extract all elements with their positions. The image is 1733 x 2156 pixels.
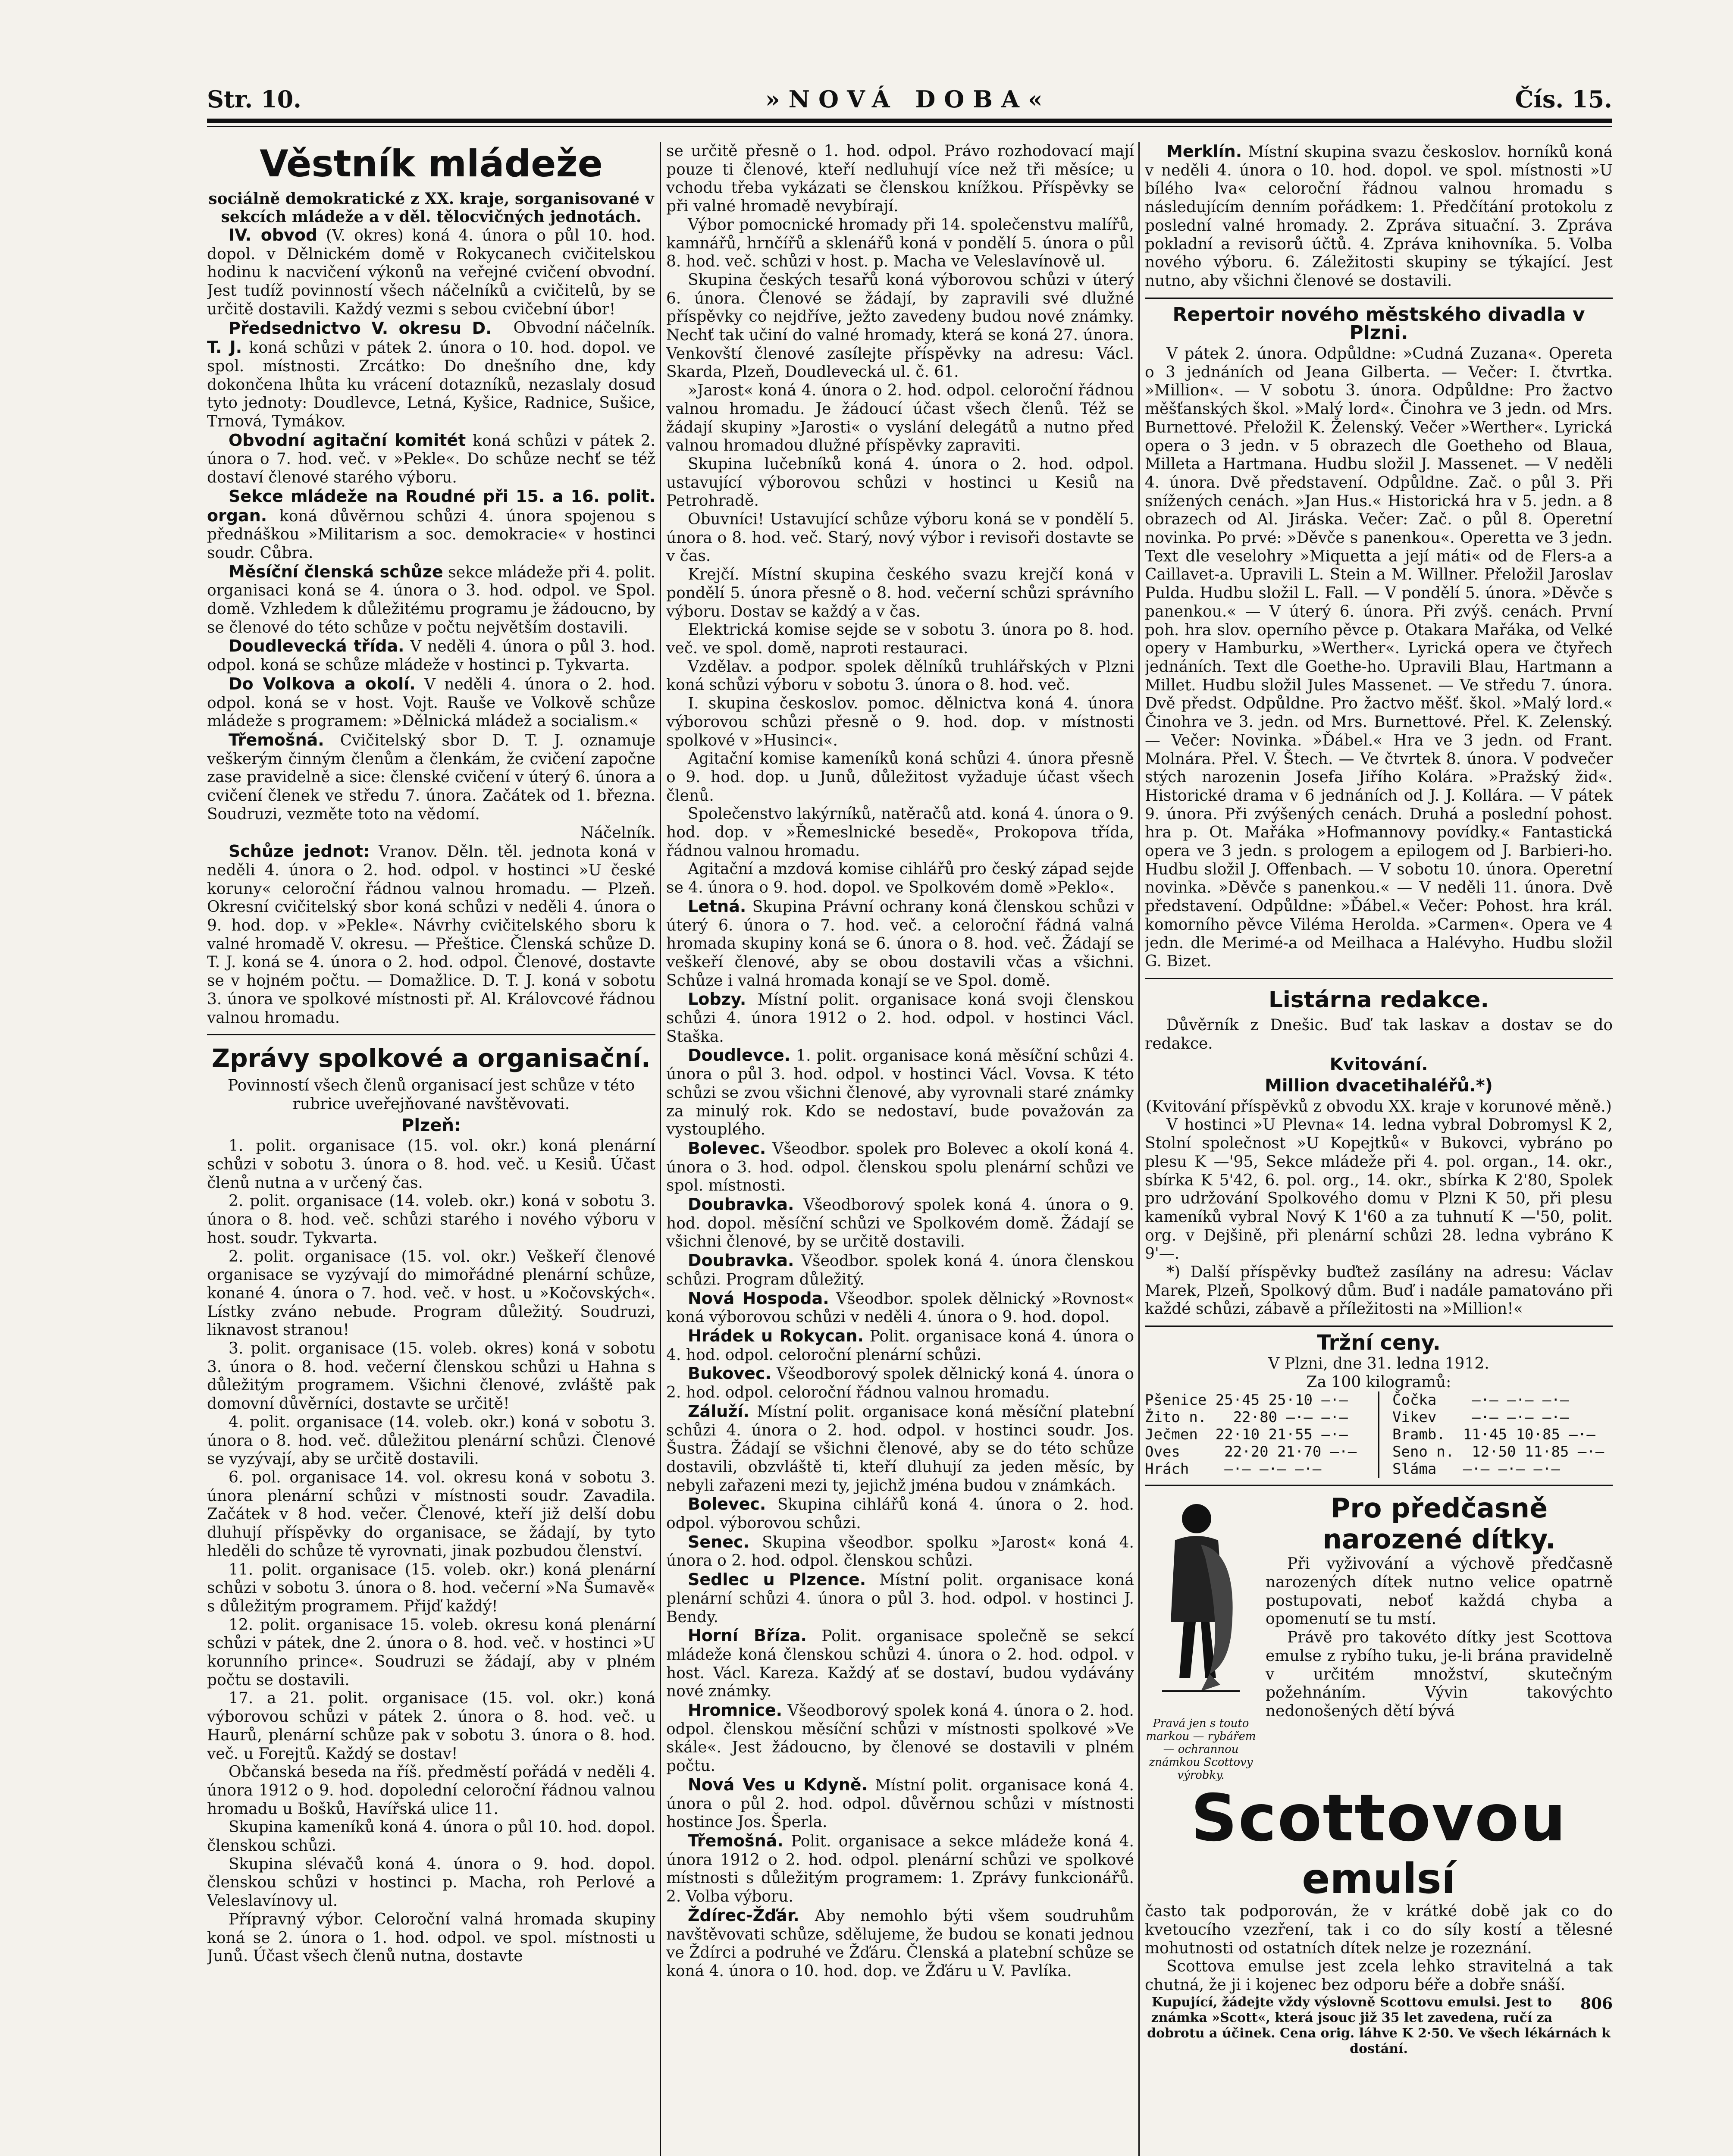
notice: 6. pol. organisace 14. vol. okresu koná v sobotu 3. února plenární schůzi v místnosti soudr. Zavadila. Začátek v 8 hod. večer. Členové, kteří již delší dobu dluhují příspěvky do organisace, se žádají, by tyto hleděli do schůze tě vyrovnati, jinak pozbudou členství. [207, 1469, 655, 1560]
notice: Obvodní agitační komitét koná schůzi v pátek 2. února o 7. hod. več. v »Pekle«. Do schůze nechť se též dostaví členové starého výboru. [207, 430, 655, 487]
fisherman-trademark [1145, 1493, 1257, 1782]
section-title-vestnik: Věstník mládeže [260, 142, 603, 185]
price-row: Pšenice 25·45 25·10 —·— [1145, 1391, 1348, 1409]
notice: Skupina kameníků koná 4. února o půl 10. hod. dopol. členskou schůzi. [207, 1818, 655, 1855]
notice: Letná. Skupina Právní ochrany koná členskou schůzi v úterý 6. února o 7. hod. več. a celoroční řádná valná hromada skupiny koná se 6. února o 8. hod. več. Žádají se veškeří členové, aby se obou dostavili včas a všichni. Schůze i valná hromada konají se ve Spol. domě. [666, 896, 1134, 990]
notice: 2. polit. organisace (15. vol. okr.) Veškeří členové organisace se vyzývají do mimořádné plenární schůze, konané 4. února o 7. hod. več. v host. u »Kočovských«. Lístky zváno nebude. Program důležitý. Soudruzi, liknavost stranou! [207, 1247, 655, 1339]
market-price-table [1145, 1391, 1613, 1478]
newspaper-title: »NOVÁ DOBA« [765, 85, 1051, 113]
market-date: V Plzni, dne 31. ledna 1912. [1268, 1354, 1489, 1373]
section-title-listarna: Listárna redakce. [1268, 987, 1489, 1013]
notice: Schůze jednot: Vranov. Děln. těl. jednota koná v neděli 4. února o 2. hod. odpol. v hostinci »U české koruny« celoroční řádnou valnou hromadu. — Plzeň. Okresní cvičitelský sbor koná schůzi v neděli 4. února o 9. hod. dop. v »Pekle«. Návrhy cvičitelského sboru k valné hromadě V. okresu. — Přeštice. Členská schůze D. T. J. koná se 4. února o 2. hod. odpol. Členové, dostavte se v hojném počtu. — Domažlice. D. T. J. koná v sobotu 3. února ve spolkové místnosti př. Al. Královcové řádnou valnou hromadu. [207, 842, 655, 1027]
ad-brand: Scottovou [1191, 1781, 1567, 1856]
notice: 4. polit. organisace (14. voleb. okr.) koná v sobotu 3. února o 8. hod. več. důležitou plenární schůzi. Členové se vyzývají, aby se určitě dostavili. [207, 1413, 655, 1468]
notice: Skupina českých tesařů koná výborovou schůzi v úterý 6. února. Členové se žádají, by zapravili své dlužné příspěvky co nejdříve, ježto zavedeny budou nové známky. Nechť tak učiní do valné hromady, která se koná 27. února. Venkovští členové zasílejte příspěvky na adresu: Václ. Skarda, Plzeň, Doudlevecká ul. č. 61. [666, 271, 1134, 381]
notice: Hromnice. Všeodborový spolek koná 4. února o 2. hod. odpol. členskou měsíční schůzi v místnosti spolkové »Ve skále«. Jest žádoucno, by členové se dostavili v plném počtu. [666, 1701, 1134, 1775]
ad-text: Při vyživování a výchově předčasně narozených dítek nutno velice opatrně postupovati, neboť každá chyba a opomenutí se tu mstí. [1266, 1555, 1613, 1628]
notice: Třemošná. Cvičitelský sbor D. T. J. oznamuje veškerým činným členům a členkám, že cvičení započne zase pravidelně a sice: členské cvičení v úterý 6. února a cvičení členek ve středu 7. února. Začátek od 1. března. Soudruzi, vezměte toto na vědomí. [207, 730, 655, 823]
column-1 [207, 142, 655, 2156]
notice: Krejčí. Místní skupina českého svazu krejčí koná v pondělí 5. února přesně o 8. hod. večerní schůzi správního výboru. Dostav se každý a v čas. [666, 566, 1134, 620]
notice: Společenstvo lakýrníků, natěračů atd. koná 4. února o 9. hod. dop. v »Řemeslnické besedě«, Prokopova třída, řádnou valnou hromadu. [666, 805, 1134, 860]
section-subtitle: Povinností všech členů organisací jest schůze v této rubrice uveřejňované navštěvovati. [227, 1077, 635, 1113]
page-number: Str. 10. [207, 85, 301, 113]
price-column-left [1145, 1391, 1365, 1478]
notice: 11. polit. organisace (15. voleb. okr.) koná plenární schůzi v sobotu 3. února o 8. hod. večerní »Na Šumavě« s důležitým programem. Přijď každý! [207, 1561, 655, 1615]
notice: Horní Bříza. Polit. organisace společně se sekcí mládeže koná členskou schůzi 4. února o 2. hod. odpol. v host. Václ. Kareza. Každý ať se dostaví, budou vydávány nové známky. [666, 1626, 1134, 1701]
column-2 [666, 142, 1134, 2156]
ad-text: Scottova emulse jest zcela lehko stravitelná a tak chutná, že ji i kojenec bez odporu béře a dobře snáší. 806 [1145, 1958, 1613, 2013]
notice: Přípravný výbor. Celoroční valná hromada skupiny koná se 2. února o 1. hod. odpol. ve spol. místnosti u Junů. Účast všech členů nutna, dostavte [207, 1910, 655, 1965]
section-separator [207, 1034, 655, 1035]
theatre-programme: V pátek 2. února. Odpůldne: »Cudná Zuzana«. Opereta o 3 jednáních od Jeana Gilberta. — Večer: I. čtvrtka. »Million«. — V sobotu 3. února. Odpůldne: Pro žactvo měšťanských škol. »Malý lord«. Činohra ve 3 jedn. od Mrs. Burnettové. Přeložil K. Želenský. Večer »Werther«. Lyrická opera o 3 jedn. v 5 obrazech dle Goetheho od Blaua, Milleta a Hartmana. Hudbu složil J. Massenet. — V neděli 4. února. Dvě představení. Odpůldne. Zač. o půl 3. Při snížených cenách. »Jan Hus.« Historická hra v 5. jedn. a 8 obrazech od Al. Jiráska. Večer: Zač. o půl 8. Operetní novinka. Po prvé: »Děvče s panenkou«. Operetta ve 3 jedn. Text dle veselohry »Miquetta a její máti« od de Flers-a a Caillavet-a. Upravili L. Stein a M. Willner. Přeložil Jaroslav Pulda. Hudbu složil L. Fall. — V pondělí 5. února. »Děvče s panenkou.« — V úterý 6. února. Při zvýš. cenách. První poh. hra slov. operního pěvce p. Otakara Mařáka, od Velké opery v Hamburku, »Werther«. Lyrická opera ve čtyřech jednáních. Text dle Goethe-ho. Upravili Blau, Hartmann a Millet. Hudbu složil Jules Massenet. — Ve středu 7. února. Dvě předst. Odpůldne. Pro žactvo měšť. škol. »Malý lord.« Činohra ve 3. jedn. od Mrs. Burnettové. Přel. K. Zelenský. — Večer: Novinka. »Ďábel.« Hra ve 3 jedn. od Frant. Molnára. Přel. V. Štech. — Ve čtvrtek 8. února. V podvečer stých narozenin Josefa Jiřího Kolára. »Pražský žid«. Historické drama v 6 jednáních od J. J. Kollára. — V pátek 9. února. Při zvýšených cenách. Druhá a poslední pohost. hra p. Ot. Mařáka »Hofmannovy povídky.« Fantastická opera ve 3 jedn. s prologem a epilogem od J. Barbieri-ho. Hudbu složil J. Offenbach. — V sobotu 10. února. Operetní novinka. »Děvče s panenkou.« — V neděli 11. února. Dvě představení. Odpůldne: »Ďábel.« Večer: Pohost. hra král. komorního pěvce Viléma Herolda. »Carmen«. Opera ve 4 jedn. dle Merimé-a od Meilhaca a Halévyho. Hudbu složil G. Bizet. [1145, 345, 1613, 971]
ad-title: Pro předčasně narozené dítky. [1322, 1492, 1556, 1555]
notice: Sekce mládeže na Roudné při 15. a 16. polit. organ. koná důvěrnou schůzi 4. února spojenou s přednáškou »Militarism a soc. demokracie« v hostinci soudr. Cůbra. [207, 486, 655, 562]
ad-intro [1266, 1493, 1613, 1782]
issue-number: Čís. 15. [1515, 85, 1612, 113]
notice: Vzdělav. a podpor. spolek dělníků truhlářských v Plzni koná schůzi výboru v sobotu 3. února o 8. hod. več. [666, 658, 1134, 694]
notice-signature: Náčelník. [580, 824, 655, 842]
notice: Sedlec u Plzence. Místní polit. organisace koná plenární schůzi 4. února o půl 3. hod. odpol. v hostinci J. Bendy. [666, 1570, 1134, 1626]
notice: Doudlevce. 1. polit. organisace koná měsíční schůzi 4. února o půl 3. hod. odpol. v hostinci Václ. Vovsa. K této schůzi se zvou všichni členové, aby vyrovnali staré známky za minulý rok. Kdo se nedostaví, bude považován za vystouplého. [666, 1046, 1134, 1139]
notice: Předsednictvo V. okresu D. T. J. koná schůzi v pátek 2. února o 10. hod. dopol. ve spol. místnosti. Zrcátko: Do dnešního dne, kdy dokončena lhůta ku vrácení dotazníků, nezaslaly dosud tyto jednoty: Doudlevce, Letná, Kyšice, Radnice, Sušice, Trnová, Tymákov. [207, 318, 655, 431]
notice: Obuvníci! Ustavující schůze výboru koná se v pondělí 5. února o 8. hod. več. Starý, nový výbor i revisoři dostavte se v čas. [666, 511, 1134, 565]
notice: se určitě přesně o 1. hod. odpol. Právo rozhodovací mají pouze ti členové, kteří nedluhují více než tři měsíce; u vchodu třeba vykázati se členskou knížkou. Příspěvky se při valné hromadě nevybírají. [666, 142, 1134, 216]
notice: 2. polit. organisace (14. voleb. okr.) koná v sobotu 3. února o 8. hod. več. schůzi starého i nového výboru v host. soudr. Tykvarta. [207, 1192, 655, 1247]
fisherman-icon [1145, 1493, 1257, 1717]
running-head [207, 80, 1612, 119]
section-separator [1145, 1326, 1613, 1327]
notice: Bolevec. Všeodbor. spolek pro Bolevec a okolí koná 4. února o 3. hod. odpol. členskou spolu plenární schůzi ve spol. místnosti. [666, 1138, 1134, 1195]
section-separator [1145, 298, 1613, 299]
column-3 [1145, 142, 1613, 2156]
price-divider [1378, 1391, 1379, 1478]
section-separator [1145, 978, 1613, 979]
trademark-caption: Pravá jen s touto markou — rybářem — ochrannou známkou Scottovy výrobky. [1146, 1717, 1256, 1782]
city-heading: Plzeň: [401, 1115, 461, 1135]
price-row: Žito n. 22·80 —·— —·— [1145, 1409, 1348, 1426]
notice: Agitační komise kameníků koná schůzi 4. února přesně o 9. hod. dop. u Junů, důležitost vyžaduje účast všech členů. [666, 750, 1134, 805]
section-title-zpravy: Zprávy spolkové a organisační. [212, 1044, 651, 1073]
notice: Do Volkova a okolí. V neděli 4. února o 2. hod. odpol. koná se v host. Vojt. Rauše ve Volkově schůze mládeže s programem: »Dělnická mládež a socialism.« [207, 674, 655, 730]
notice: Měsíční členská schůze sekce mládeže při 4. polit. organisaci koná se 4. února o 3. hod. odpol. ve Spol. domě. Vzhledem k důležitému programu je žádoucno, by se členové do této schůze v počtu největším dostavili. [207, 562, 655, 636]
notice: 12. polit. organisace 15. voleb. okresu koná plenární schůzi v pátek, dne 2. února o 8. hod. več. v hostinci »U korunního prince«. Soudruzi se žádají, aby v plném počtu se dostavili. [207, 1616, 655, 1689]
notice: Skupina lučebníků koná 4. února o 2. hod. odpol. ustavující výborovou schůzi v hostinci u Kesiů na Petrohradě. [666, 455, 1134, 510]
section-note: (Kvitování příspěvků z obvodu XX. kraje v korunové měně.) [1146, 1097, 1612, 1116]
notice: Záluží. Místní polit. organisace koná měsíční platební schůzi 4. února o 2. hod. odpol. v hostinci soudr. Jos. Šustra. Žádají se všichni členové, aby se do této schůze dostavili, obzvláště ti, kteří dluhují za jeden měsíc, by nebyli zařazeni mezi ty, jejichž jména budou v známkách. [666, 1401, 1134, 1495]
notice: Nová Hospoda. Všeodbor. spolek dělnický »Rovnost« koná výborovou schůzi v neděli 4. února o 9. hod. dopol. [666, 1288, 1134, 1326]
ad-text: Právě pro takovéto dítky jest Scottova emulse z rybího tuku, je-li brána pravidelně v určitém množství, skutečným požehnáním. Vývin takovýchto nedonošených dětí bývá [1266, 1629, 1613, 1720]
notice: 1. polit. organisace (15. vol. okr.) koná plenární schůzi v sobotu 3. února o 8. hod. več. u Kesiů. Účast členů nutna a v určený čas. [207, 1137, 655, 1192]
section-separator [1145, 1485, 1613, 1486]
price-row: Bramb. 11·45 10·85 —·— [1392, 1426, 1595, 1444]
notice: IV. obvod (V. okres) koná 4. února o půl 10. hod. dopol. v Dělnickém domě v Rokycanech cvičitelskou hodinu k nacvičení výkonů na veřejné cvičení obvodní. Jest tudíž povinností všech náčelníků a cvičitelů, by se určitě dostavili. Každý vezmi s sebou cvičební úbor! Obvodní náčelník. [207, 226, 655, 337]
head-rule [207, 119, 1612, 123]
notice: 3. polit. organisace (15. voleb. okres) koná v sobotu 3. února o 8. hod. večerní členskou schůzi u Hahna s důležitým programem. Všichni členové, zvláště pak domovní důvěrníci, dostavte se určitě! [207, 1340, 655, 1413]
ad-brand-sub: emulsí [1302, 1855, 1456, 1903]
section-subtitle: Million dvacetihaléřů.*) [1265, 1076, 1493, 1096]
notice: Třemošná. Polit. organisace a sekce mládeže koná 4. února 1912 o 2. hod. odpol. plenární schůzi ve spolkové místnosti s důležitým programem: 1. Zprávy funkcionářů. 2. Volba výboru. [666, 1831, 1134, 1906]
notice: Lobzy. Místní polit. organisace koná svoji členskou schůzi 4. února 1912 o 2. hod. odpol. v hostinci Václ. Staška. [666, 990, 1134, 1046]
notice: Ždírec-Žďár. Aby nemohlo býti všem soudruhům navštěvovati schůze, sdělujeme, že budou se konati jednou ve Ždírci a podruhé ve Žďáru. Členská a platební schůze se koná 4. února o 10. hod. dop. ve Žďáru u V. Pavlíka. [666, 1905, 1134, 1980]
notice: Bukovec. Všeodborový spolek dělnický koná 4. února o 2. hod. odpol. celoroční řádnou valnou hromadu. [666, 1364, 1134, 1402]
notice: Skupina slévačů koná 4. února o 9. hod. dopol. členskou schůzi v hostinci p. Macha, roh Perlové a Veleslavínovy ul. [207, 1855, 655, 1910]
section-title-trzni-ceny: Tržní ceny. [1317, 1331, 1441, 1355]
scott-advertisement [1145, 1493, 1613, 1782]
section-title-repertoir: Repertoir nového městského divadla v Plzni. [1172, 303, 1585, 344]
ad-text: často tak podporován, že v krátké době jak co do kvetoucího vzezření, tak i co do síly kostí a tělesné mohutnosti od ostatních dítek nelze je rozeznání. [1145, 1902, 1613, 1957]
notice: Doudlevecká třída. V neděli 4. února o půl 3. hod. odpol. koná se schůze mládeže v hostinci p. Tykvarta. [207, 636, 655, 674]
notice: Nová Ves u Kdyně. Místní polit. organisace koná 4. února o půl 2. hod. odpol. důvěrnou schůzi v místnosti hostince Jos. Šperla. [666, 1775, 1134, 1831]
footnote: *) Další příspěvky buďtež zasílány na adresu: Václav Marek, Plzeň, Spolkový dům. Buď i nadále pamatováno při každé schůzi, zábavě a příležitosti na »Million!« [1145, 1263, 1613, 1318]
notice: Merklín. Místní skupina svazu českoslov. horníků koná v neděli 4. února o 10. hod. dopol. ve spol. místnosti »U bílého lva« celoroční řádnou valnou hromadu s následujícím denním pořádkem: 1. Předčítání protokolu z poslední valné hromady. 2. Zpráva situační. 3. Zpráva pokladní a revisorů účtů. 4. Zpráva knihovníka. 5. Volba nového výboru. 6. Záležitosti skupiny se týkající. Jest nutno, aby všichni členové se dostavili. [1145, 142, 1613, 290]
notice: Elektrická komise sejde se v sobotu 3. února po 8. hod. več. ve spol. domě, naproti restauraci. [666, 621, 1134, 657]
notice: Doubravka. Všeodbor. spolek koná 4. února členskou schůzi. Program důležitý. [666, 1251, 1134, 1288]
price-column-right [1392, 1391, 1613, 1478]
notice: Agitační a mzdová komise cihlářů pro český západ sejde se 4. února o 9. hod. dopol. ve Spolkovém domě »Peklo«. [666, 860, 1134, 897]
head-rule-thin [207, 126, 1612, 127]
price-row: Ječmen 22·10 21·55 —·— [1145, 1426, 1348, 1444]
price-row: Sláma —·— —·— —·— [1392, 1460, 1560, 1478]
section-title-kvitovani: Kvitování. [1329, 1055, 1428, 1075]
price-row: Vikev —·— —·— —·— [1392, 1409, 1569, 1426]
donation-list: V hostinci »U Plevna« 14. ledna vybral Dobromysl K 2, Stolní společnost »U Kopejtků« v Bukovci, vybráno po plesu K —'95, Sekce mládeže při 4. pol. organ., 14. okr., sbírka K 5'42, 6. pol. org., 14. okr., sbírka K 2'80, Spolek pro udržování Spolkového domu v Plzni K 50, při plesu kameníků vybral Nový K 1'60 a za tuhnutí K —'50, polit. org. v Dejšině, při plenární schůzi 28. ledna vybráno K 9'—. [1145, 1116, 1613, 1263]
notice: Senec. Skupina všeodbor. spolku »Jarost« koná 4. února o 2. hod. odpol. členskou schůzi. [666, 1532, 1134, 1570]
price-row: Čočka —·— —·— —·— [1392, 1391, 1569, 1409]
notice: Hrádek u Rokycan. Polit. organisace koná 4. února o 4. hod. odpol. celoroční plenární schůzi. [666, 1326, 1134, 1364]
notice: 17. a 21. polit. organisace (15. vol. okr.) koná výborovou schůzi v pátek 2. února o 8. hod. več. u Haurů, plenární schůze pak v sobotu 3. února o 8. hod. več. u Forejtů. Každý se dostav! [207, 1689, 655, 1763]
ad-fine-print: Kupující, žádejte vždy výslovně Scottovu emulsi. Jest to známka »Scott«, která jsouc již 35 let zavedena, ručí za dobrotu a účinek. Cena orig. láhve K 2·50. Ve všech lékárnách k dostání. [1147, 1994, 1611, 2056]
notice: Bolevec. Skupina cihlářů koná 4. února o 2. hod. odpol. výborovou schůzi. [666, 1495, 1134, 1532]
price-row: Seno n. 12·50 11·85 —·— [1392, 1443, 1605, 1461]
price-row: Oves 22·20 21·70 —·— [1145, 1443, 1357, 1461]
notice: Výbor pomocnické hromady při 14. společenstvu malířů, kamnářů, hrnčířů a sklenářů koná v pondělí 5. února o půl 8. hod. več. schůzi v host. p. Macha ve Veleslavínově ul. [666, 216, 1134, 271]
notice: Občanská beseda na říš. předměstí pořádá v neděli 4. února 1912 o 9. hod. dopolední celoroční řádnou valnou hromadu u Bošků, Havířská ulice 11. [207, 1763, 655, 1818]
notice: Doubravka. Všeodborový spolek koná 4. února o 9. hod. dopol. měsíční schůzi ve Spolkovém domě. Žádají se všichni členové, by se určitě dostavili. [666, 1195, 1134, 1251]
notice: »Jarost« koná 4. února o 2. hod. odpol. celoroční řádnou valnou hromadu. Je žádoucí účast všech členů. Též se žádají skupiny »Jarosti« o vyslání delegátů a nutno před valnou hromadou dlužné příspěvky zapraviti. [666, 382, 1134, 455]
editor-note: Důvěrník z Dnešic. Buď tak laskav a dostav se do redakce. [1145, 1016, 1613, 1053]
section-subtitle: sociálně demokratické z XX. kraje, sorganisované v sekcích mládeže a v děl. tělocvičných jednotách. [208, 190, 654, 226]
column-divider [660, 142, 661, 2156]
column-divider [1138, 142, 1140, 2156]
price-row: Hrách —·— —·— —·— [1145, 1460, 1322, 1478]
market-unit: Za 100 kilogramů: [1306, 1373, 1451, 1391]
notice: I. skupina českoslov. pomoc. dělnictva koná 4. února výborovou schůzi přesně o 9. hod. dop. v místnosti spolkové v »Husinci«. [666, 695, 1134, 749]
